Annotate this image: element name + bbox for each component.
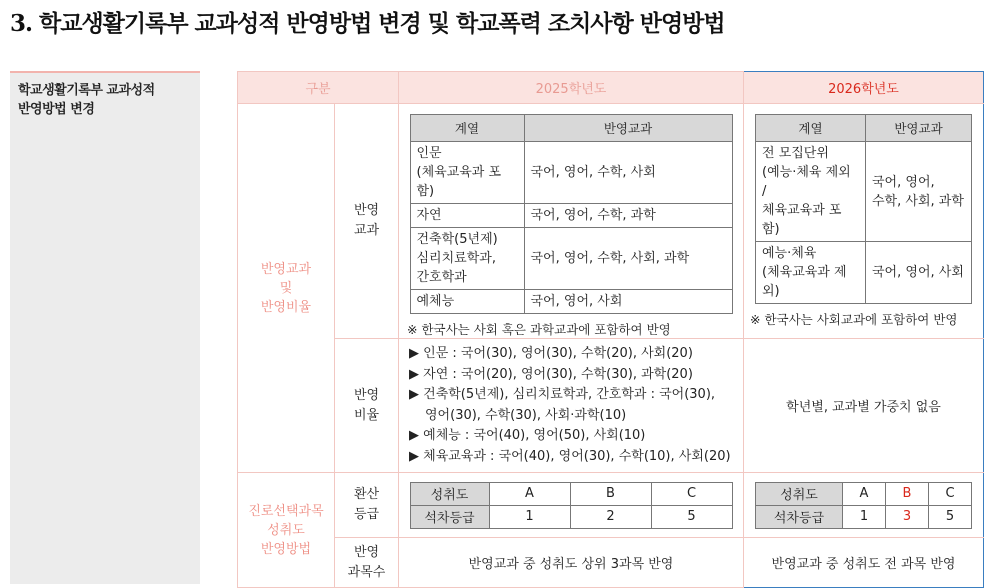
grade-2025-table (410, 482, 733, 529)
field-line: 체육교육과 포함) (762, 203, 842, 237)
sub-label-line: 비율 (353, 407, 380, 423)
grade-level: C (929, 482, 972, 505)
grade-header: 성취도 (410, 482, 489, 505)
count-2026-cell: 반영교과 중 성취도 전 과목 반영 (744, 538, 984, 588)
conv-label (335, 473, 399, 538)
header-category: 구분 (238, 72, 399, 104)
section1-label (238, 104, 335, 473)
header-2025: 2025학년도 (399, 72, 744, 104)
field-line: (예능·체육 제외 / (762, 165, 851, 199)
subjects-2026-cell (744, 104, 984, 339)
section-label-line: 반영방법 (260, 541, 312, 557)
field-line: 건축학(5년제) (416, 232, 498, 247)
field-line: (체육교육과 제외) (762, 265, 847, 299)
ratio-row (238, 339, 984, 473)
section-label-line: 및 (279, 280, 293, 296)
sub-label-line: 등급 (353, 507, 380, 522)
subjects-2025-table (410, 114, 733, 314)
count-row (238, 538, 984, 588)
subjects-value: 국어, 영어, 수학, 과학 (524, 204, 732, 228)
subjects-label (335, 104, 399, 339)
ratio-item: ▶ 예체능 : 국어(40), 영어(50), 사회(10) (409, 428, 646, 443)
grade-2025-cell (399, 473, 744, 538)
subjects-value: 국어, 영어, 사회 (866, 242, 972, 304)
subjects-2025-cell (399, 104, 744, 339)
subjects-row (238, 104, 984, 339)
header-2026: 2026학년도 (744, 72, 984, 104)
subjects-value: 국어, 영어, 수학, 사회, 과학 (524, 228, 732, 290)
section-label-line: 성취도 (267, 522, 305, 538)
count-label (335, 538, 399, 588)
col-header-subjects: 반영교과 (866, 115, 972, 142)
comparison-table-container (237, 71, 983, 584)
ratio-item: ▶ 인문 : 국어(30), 영어(30), 수학(20), 사회(20) (409, 346, 693, 361)
section-label-line: 진로선택과목 (248, 503, 324, 519)
ratio-item: 영어(30), 수학(30), 사회·과학(10) (425, 407, 627, 423)
col-header-field: 계열 (756, 115, 866, 142)
table-row (410, 290, 732, 314)
table-row (410, 142, 732, 204)
note-2026: ※ 한국사는 사회교과에 포함하여 반영 (750, 312, 958, 327)
side-label (10, 71, 200, 584)
grade-level: C (651, 482, 732, 505)
grade-row (238, 473, 984, 538)
grade-level: A (489, 482, 570, 505)
sub-label-line: 과목수 (347, 564, 386, 580)
sub-label-line: 반영 (353, 544, 380, 560)
ratio-2026-cell: 학년별, 교과별 가중치 없음 (744, 339, 984, 473)
side-label-line: 학교생활기록부 교과성적 (18, 83, 155, 98)
field-line: 인문 (416, 146, 442, 161)
ratio-2025-cell (399, 339, 744, 473)
page-title: 3. 학교생활기록부 교과성적 반영방법 변경 및 학교폭력 조치사항 반영방법 (10, 10, 725, 37)
grade-value: 1 (489, 505, 570, 528)
field-line: 자연 (410, 204, 524, 228)
grade-value: 2 (570, 505, 651, 528)
field-line: 간호학과 (416, 270, 467, 285)
grade-value: 1 (843, 505, 886, 528)
table-row (756, 142, 972, 242)
grade-value: 5 (929, 505, 972, 528)
side-label-line: 반영방법 변경 (18, 102, 95, 117)
subjects-line: 국어, 영어, (872, 174, 935, 190)
grade-level: A (843, 482, 886, 505)
field-line: 심리치료학과, (416, 251, 496, 266)
field-line: 예능·체육 (762, 246, 817, 261)
field-line: 예체능 (410, 290, 524, 314)
field-line: 전 모집단위 (762, 146, 829, 161)
sub-label-line: 반영 (353, 387, 380, 403)
grade-2026-cell (744, 473, 984, 538)
col-header-field: 계열 (410, 115, 524, 142)
sub-label-line: 반영 (353, 203, 380, 218)
grade-level: B (570, 482, 651, 505)
ratio-item: ▶ 건축학(5년제), 심리치료학과, 간호학과 : 국어(30), (409, 387, 716, 402)
table-row (410, 204, 732, 228)
subjects-2026-table (755, 114, 972, 304)
col-header-subjects: 반영교과 (524, 115, 732, 142)
field-line: (체육교육과 포함) (416, 165, 502, 199)
section-label-line: 반영교과 (260, 261, 312, 277)
comparison-table (237, 71, 984, 588)
grade-level-changed: B (886, 482, 929, 505)
grade-header: 석차등급 (410, 505, 489, 528)
ratio-item: ▶ 자연 : 국어(20), 영어(30), 수학(30), 과학(20) (409, 366, 693, 382)
section-label-line: 반영비율 (260, 299, 312, 315)
grade-header: 석차등급 (756, 505, 843, 528)
ratio-item: ▶ 체육교육과 : 국어(40), 영어(30), 수학(10), 사회(20) (409, 448, 731, 464)
section2-label (238, 473, 335, 588)
subjects-value: 국어, 영어, 수학, 사회 (524, 142, 732, 204)
grade-value: 5 (651, 505, 732, 528)
subjects-value: 국어, 영어, 사회 (524, 290, 732, 314)
ratio-label (335, 339, 399, 473)
table-row (410, 228, 732, 290)
ratio-list-2025 (399, 344, 743, 467)
grade-header: 성취도 (756, 482, 843, 505)
sub-label-line: 환산 (353, 487, 380, 502)
note-2025: ※ 한국사는 사회 혹은 과학교과에 포함하여 반영 (407, 322, 671, 337)
sub-label-line: 교과 (353, 223, 380, 238)
subjects-line: 수학, 사회, 과학 (872, 193, 964, 209)
grade-2026-table (755, 482, 972, 529)
table-row (756, 242, 972, 304)
count-2025-cell: 반영교과 중 성취도 상위 3과목 반영 (399, 538, 744, 588)
grade-value-changed: 3 (886, 505, 929, 528)
header-row (238, 72, 984, 104)
